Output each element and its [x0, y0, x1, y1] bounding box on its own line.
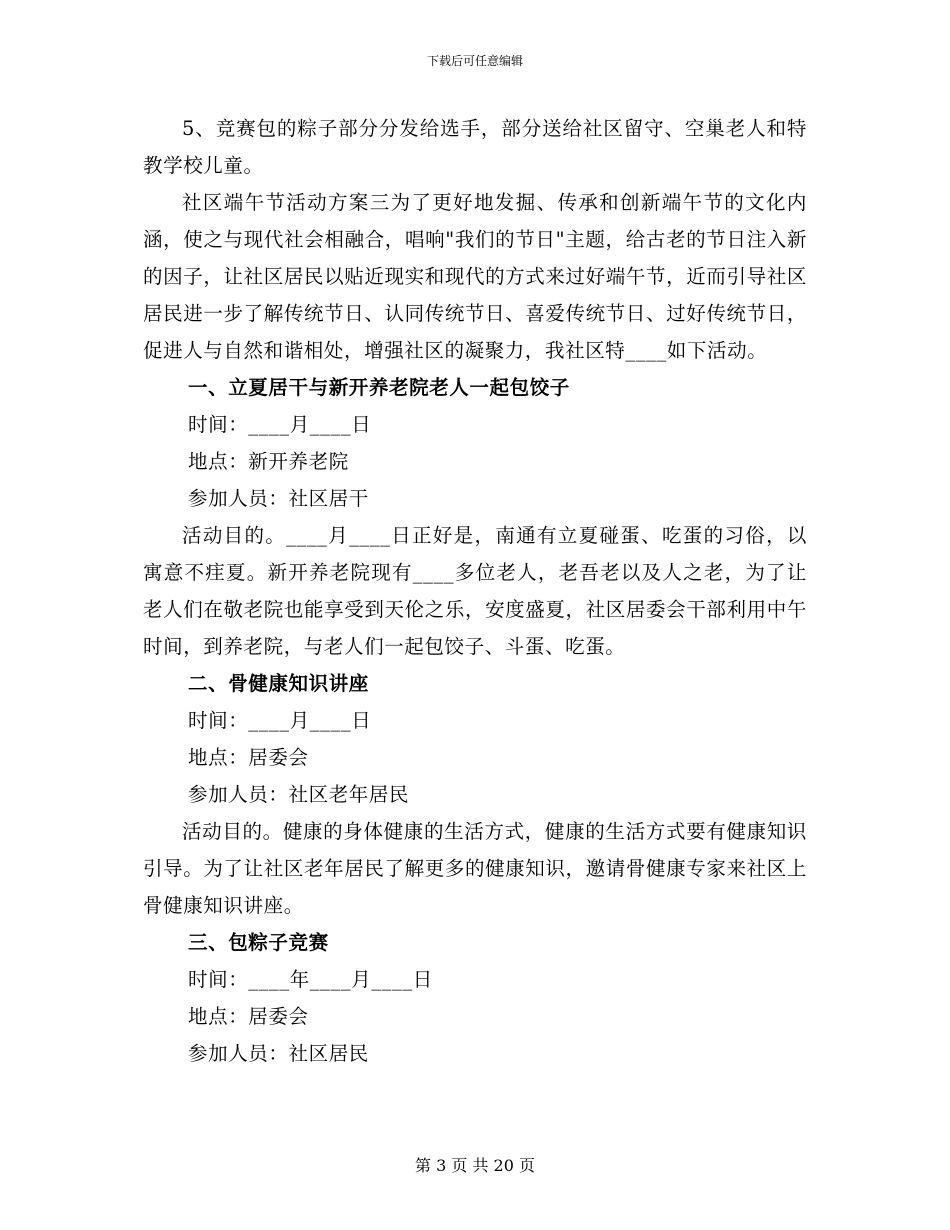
section-3-place: 地点：居委会	[188, 1005, 309, 1028]
section-2-place: 地点：居委会	[188, 746, 309, 769]
section-1-purpose: 活动目的。____月____日正好是，南通有立夏碰蛋、吃蛋的习俗，以寓意不疰夏。新开养老院现有____多位老人，老吾老以及人之老，为了让老人们在敬老院也能享受到天伦之乐，安度盛夏，社区居委会干部利用中午时间，到养老院，与老人们一起包饺子、斗蛋、吃蛋。	[143, 524, 807, 658]
section-2-purpose: 活动目的。健康的身体健康的生活方式，健康的生活方式要有健康知识引导。为了让社区老年居民了解更多的健康知识，邀请骨健康专家来社区上骨健康知识讲座。	[143, 820, 807, 917]
section-3-time: 时间：____年____月____日	[188, 968, 433, 991]
section-1-participants: 参加人员：社区居干	[188, 487, 369, 510]
section-heading-2: 二、骨健康知识讲座	[188, 672, 369, 695]
page-header: 下载后可任意编辑	[426, 54, 523, 68]
section-1-time: 时间：____月____日	[188, 413, 372, 436]
paragraph-item-5: 5、竞赛包的粽子部分分发给选手，部分送给社区留守、空巢老人和特教学校儿童。	[143, 117, 807, 177]
page-number: 第 3 页 共 20 页	[415, 1156, 535, 1175]
section-1-place: 地点：新开养老院	[188, 450, 349, 473]
section-heading-1: 一、立夏居干与新开养老院老人一起包饺子	[188, 376, 570, 399]
section-2-time: 时间：____月____日	[188, 709, 372, 732]
paragraph-intro: 社区端午节活动方案三为了更好地发掘、传承和创新端午节的文化内涵，使之与现代社会相融合，唱响"我们的节日"主题，给古老的节日注入新的因子，让社区居民以贴近现实和现代的方式来过好端午节，近而引导社区居民进一步了解传统节日、认同传统节日、喜爱传统节日、过好传统节日，促进人与自然和谐相处，增强社区的凝聚力，我社区特____如下活动。	[143, 191, 807, 362]
document-body	[143, 110, 807, 1072]
section-heading-3: 三、包粽子竞赛	[188, 931, 329, 954]
section-2-participants: 参加人员：社区老年居民	[188, 783, 410, 806]
section-3-participants: 参加人员：社区居民	[188, 1042, 369, 1065]
